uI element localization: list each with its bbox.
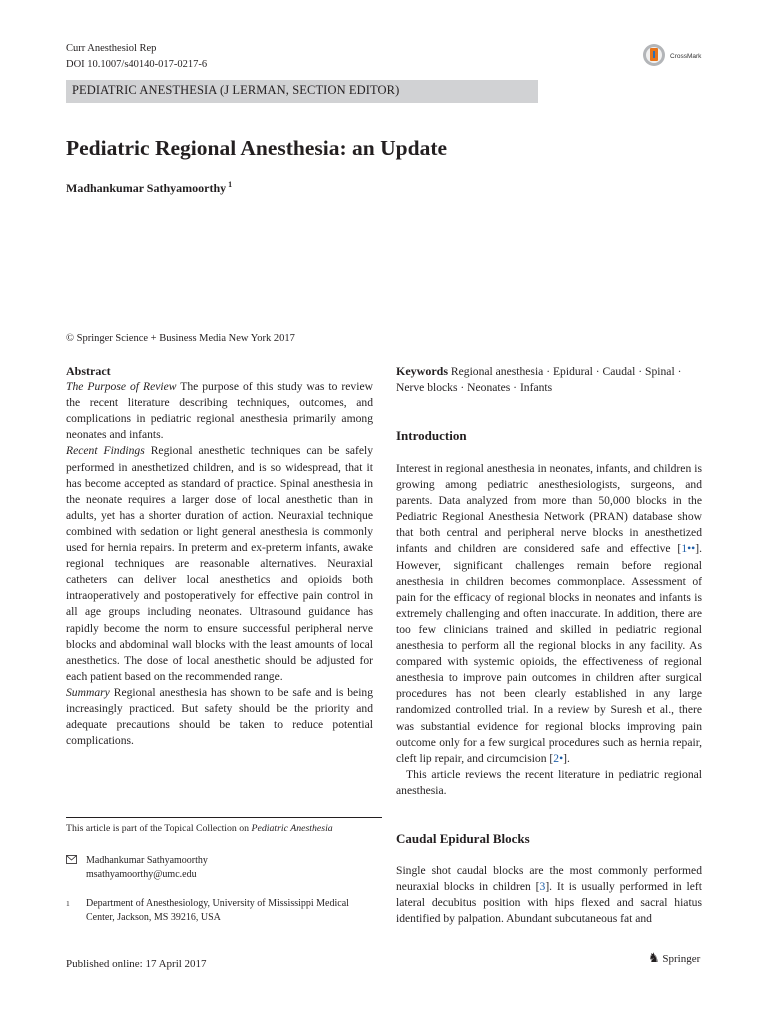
keywords-text: Regional anesthesia · Epidural · Caudal · Spinal · Nerve blocks · Neonates · Infants xyxy=(396,365,682,395)
introduction-paragraph-2: This article reviews the recent literature in pediatric regional anesthesia. xyxy=(396,767,702,797)
copyright-icon: © xyxy=(66,333,74,344)
findings-text: Regional anesthetic techniques can be safely performed in anesthetized children, and is so widespread, that it has become accepted as standard of practice. Spinal anesthesia in the neonate requires a larger dose of local anesthetic than in adults, yet has a shorter duration of action. Neuraxial technique combined with sedation or light general anesthesia is commonly used for hernia repairs. In preterm and ex-preterm infants, awake regional techniques are reasonable alternatives. Neuraxial catheters can deliver local anesthetics and opioids both intraoperatively and postoperatively for effective pain control in all age groups including neonates. Ultrasound guidance has rapidly become the norm to ensure successful peripheral nerve blocks and abdominal wall blocks with the least amounts of local anesthetics. The dose of local anesthetic should be adjusted for each patient based on the recommended range. xyxy=(66,444,373,683)
citation-link-1[interactable]: 1•• xyxy=(681,542,696,556)
footnote-rule xyxy=(66,817,382,818)
caudal-heading: Caudal Epidural Blocks xyxy=(396,831,530,846)
author-line xyxy=(66,180,232,196)
keywords xyxy=(396,363,702,396)
publisher-logo xyxy=(648,950,700,966)
author-affiliation-mark: 1 xyxy=(228,180,233,189)
affiliation-text: Department of Anesthesiology, University of Mississippi Medical Center, Jackson, MS 39216, USA xyxy=(86,898,349,923)
collection-name[interactable]: Pediatric Anesthesia xyxy=(251,823,333,834)
journal-header xyxy=(66,41,207,73)
abstract-summary xyxy=(66,685,373,749)
citation-link-2[interactable]: 2• xyxy=(553,751,564,765)
author-name[interactable]: Madhankumar Sathyamoorthy xyxy=(66,181,227,195)
corresponding-author xyxy=(66,854,208,881)
published-date: Published online: 17 April 2017 xyxy=(66,958,207,970)
corr-name: Madhankumar Sathyamoorthy xyxy=(86,855,208,866)
purpose-label: The Purpose of Review xyxy=(66,380,177,394)
abstract-purpose xyxy=(66,379,373,443)
caudal-body xyxy=(396,863,702,927)
crossmark-label: CrossMark xyxy=(670,53,702,60)
introduction-body xyxy=(396,461,702,799)
topical-collection-note: This article is part of the Topical Collection on Pediatric Anesthesia xyxy=(66,823,333,834)
crossmark-badge[interactable] xyxy=(642,42,722,68)
journal-name: Curr Anesthesiol Rep xyxy=(66,43,157,54)
summary-label: Summary xyxy=(66,685,110,699)
abstract-heading: Abstract xyxy=(66,364,111,378)
introduction-paragraph-1: Interest in regional anesthesia in neonates, infants, and children is growing among pediatric anesthesiologists, surgeons, and parents. Data analyzed from more than 50,000 blocks in the Pediatric Regional Anesthesia Network (PRAN) database show that both central and peripheral nerve blocks in anesthetized infants and children are considered safe and effective [1••]. However, significant challenges remain before regional anesthesia in children becomes commonplace. Assessment of pain for the efficacy of regional blocks in neonates and infants is extremely challenging and often inaccurate. In addition, there are too few clinicians trained and skilled in pediatric regional anesthesia to perform all the regional blocks in any facility. As compared with systemic opioids, the effectiveness of regional anesthesia to improve pain outcomes in children after surgical procedures has not been clearly established in any large randomized controlled trial. In a review by Suresh et al., there was substantial evidence for regional blocks improving pain outcome only for a few surgical procedures such as hernia repair, cleft lip repair, and circumcision [2•]. xyxy=(396,462,702,765)
purpose-text: The purpose of this study was to review the recent literature describing techniques, outcomes, and complications in pediatric regional anesthesia primarily among neonates and infants. xyxy=(66,380,373,442)
findings-label: Recent Findings xyxy=(66,444,145,458)
abstract xyxy=(66,363,373,749)
affiliation-number: 1 xyxy=(66,899,70,908)
corr-email[interactable]: msathyamoorthy@umc.edu xyxy=(86,868,197,880)
copyright-line xyxy=(66,333,295,344)
publisher-name: Springer xyxy=(662,953,701,965)
affiliation xyxy=(66,897,386,924)
summary-text: Regional anesthesia has shown to be safe and is being increasingly practiced. But safety should be the priority and adequate precautions should be taken to reduce potential complications. xyxy=(66,685,374,748)
springer-horse-icon: ♞ xyxy=(648,950,660,965)
email-icon xyxy=(66,854,86,881)
section-bar xyxy=(66,80,538,103)
doi[interactable]: DOI 10.1007/s40140-017-0217-6 xyxy=(66,59,208,70)
section-label: PEDIATRIC ANESTHESIA (J LERMAN, SECTION EDITOR) xyxy=(72,83,400,97)
abstract-findings xyxy=(66,443,373,684)
introduction-heading: Introduction xyxy=(396,428,467,443)
copyright-text: Springer Science + Business Media New York 2017 xyxy=(76,333,295,344)
article-title: Pediatric Regional Anesthesia: an Update xyxy=(66,136,448,160)
citation-link-3[interactable]: 3 xyxy=(539,880,546,894)
crossmark-icon xyxy=(642,42,722,68)
caudal-paragraph: Single shot caudal blocks are the most commonly performed neuraxial blocks in children [3]. It is usually performed in left lateral decubitus position with hips flexed and sacral hiatus identified by palpation. Abundant subcutaneous fat and xyxy=(396,864,702,926)
keywords-label: Keywords xyxy=(396,364,448,378)
